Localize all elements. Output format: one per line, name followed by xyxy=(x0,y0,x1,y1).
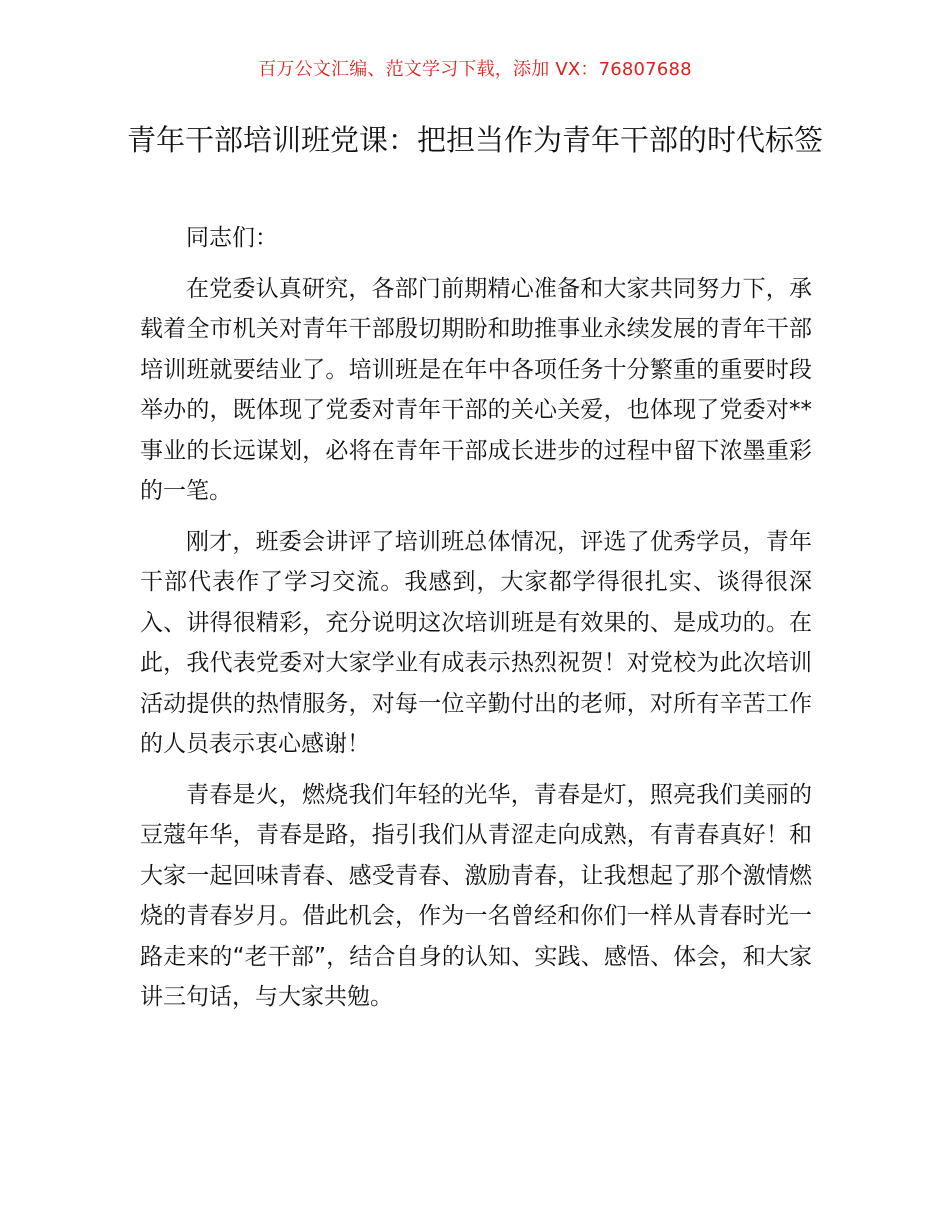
paragraph-2: 刚才，班委会讲评了培训班总体情况，评选了优秀学员，青年干部代表作了学习交流。我感到，大家都学得很扎实、谈得很深入、讲得很精彩，充分说明这次培训班是有效果的、是成功的。在此，我代表党委对大家学业有成表示热烈祝贺！对党校为此次培训活动提供的热情服务，对每一位辛勤付出的老师，对所有辛苦工作的人员表示衷心感谢！ xyxy=(140,528,812,757)
paragraph-1: 在党委认真研究，各部门前期精心准备和大家共同努力下，承载着全市机关对青年干部殷切期盼和助推事业永续发展的青年干部培训班就要结业了。培训班是在年中各项任务十分繁重的重要时段举办的，既体现了党委对青年干部的关心关爱，也体现了党委对**事业的长远谋划，必将在青年干部成长进步的过程中留下浓墨重彩的一笔。 xyxy=(140,275,812,504)
paragraph-3: 青春是火，燃烧我们年轻的光华，青春是灯，照亮我们美丽的豆蔻年华，青春是路，指引我们从青涩走向成熟，有青春真好！和大家一起回味青春、感受青春、激励青春，让我想起了那个激情燃烧的青春岁月。借此机会，作为一名曾经和你们一样从青春时光一路走来的“老干部”，结合自身的认知、实践、感悟、体会，和大家讲三句话，与大家共勉。 xyxy=(140,781,812,1010)
header-watermark: 百万公文汇编、范文学习下载，添加 VX：76807688 xyxy=(258,59,692,80)
page-title: 青年干部培训班党课：把担当作为青年干部的时代标签 xyxy=(126,123,823,157)
document-body xyxy=(140,218,812,1018)
salutation: 同志们： xyxy=(186,225,278,251)
